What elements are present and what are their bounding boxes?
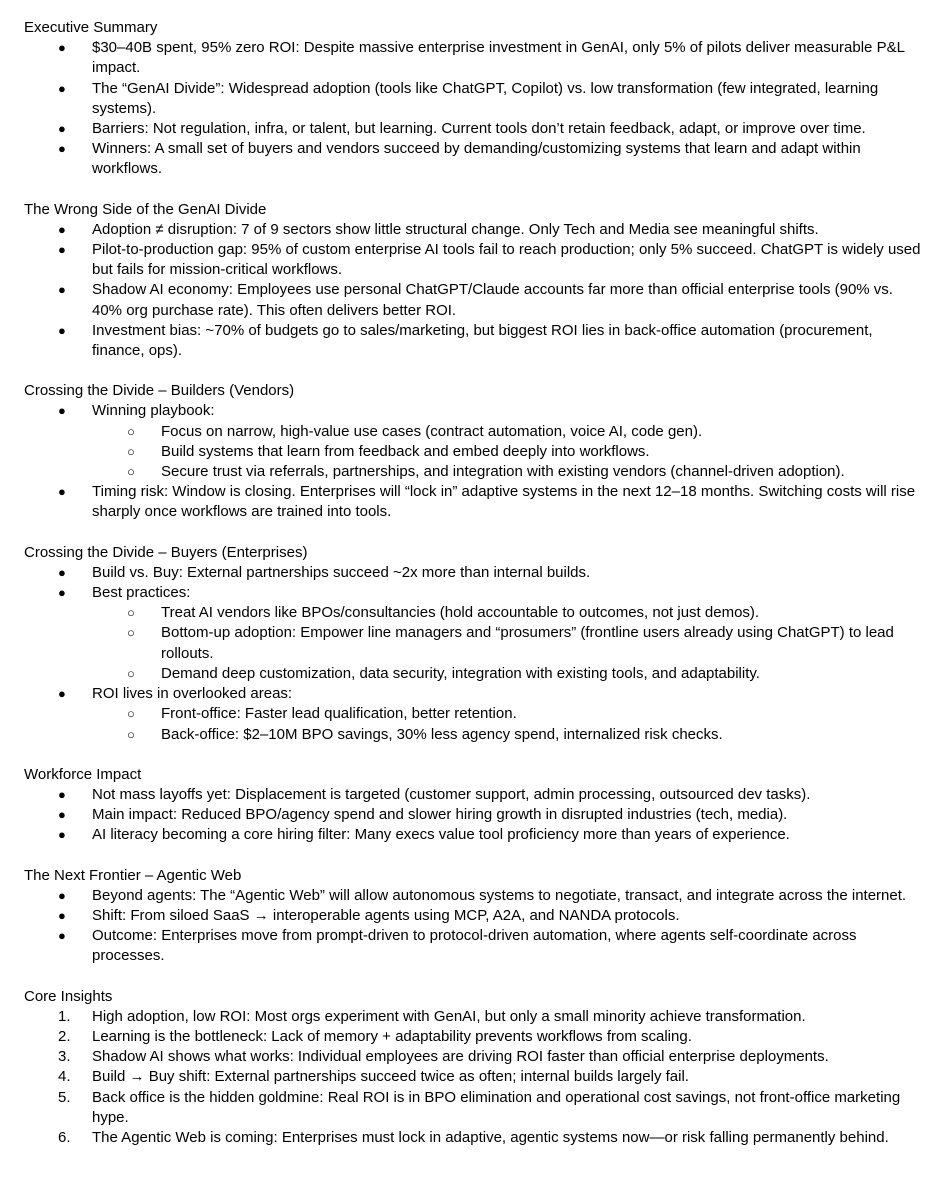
item-text: Beyond agents: The “Agentic Web” will allow autonomous systems to negotiate, transact, and integrate across the internet. [92, 886, 907, 904]
list-item [24, 321, 924, 361]
circle-bullet-icon: ○ [127, 706, 135, 722]
circle-bullet-icon: ○ [127, 423, 135, 439]
item-text: Investment bias: ~70% of budgets go to sales/marketing, but biggest ROI lies in back-office automation (procurement, finance, ops). [92, 321, 873, 360]
item-text: Learning is the bottleneck: Lack of memory + adaptability prevents workflows from scaling. [92, 1027, 692, 1045]
circle-bullet-icon: ○ [127, 726, 135, 742]
sub-item-text: Back-office: $2–10M BPO savings, 30% less agency spend, internalized risk checks. [161, 725, 723, 743]
numbered-item [24, 1128, 924, 1148]
section-heading: Crossing the Divide – Builders (Vendors) [24, 382, 295, 400]
bullet-icon: ● [58, 887, 66, 903]
section-heading: The Next Frontier – Agentic Web [24, 866, 242, 884]
sub-item-text: Bottom-up adoption: Empower line managers and “prosumers” (frontline users already using ChatGPT) to lead rollouts. [161, 624, 894, 662]
item-text: Shadow AI economy: Employees use personal ChatGPT/Claude accounts far more than official enterprise tools (90% vs. 40% org purchase rate). This often delivers better ROI. [92, 281, 893, 319]
sub-list-item [24, 422, 924, 442]
bullet-icon: ● [58, 907, 66, 923]
list-item [24, 684, 924, 745]
item-text: Adoption ≠ disruption: 7 of 9 sectors show little structural change. Only Tech and Media see meaningful shifts. [92, 220, 819, 238]
bullet-icon: ● [58, 403, 66, 419]
section [24, 381, 924, 522]
bullet-icon: ● [58, 564, 66, 580]
circle-bullet-icon: ○ [127, 443, 135, 459]
list-item [24, 886, 924, 906]
item-text: Shift: From siloed SaaS → interoperable agents using MCP, A2A, and NANDA protocols. [92, 906, 680, 924]
section-heading: Executive Summary [24, 19, 158, 36]
numbered-list [24, 1007, 924, 1148]
bullet-list [24, 563, 924, 745]
list-item [24, 240, 924, 280]
item-text: The Agentic Web is coming: Enterprises must lock in adaptive, agentic systems now—or risk falling permanently behind. [92, 1128, 889, 1146]
list-item [24, 280, 924, 320]
bullet-icon: ● [58, 141, 66, 157]
section-heading: Workforce Impact [24, 765, 142, 783]
sub-list-item [24, 664, 924, 684]
item-text: Shadow AI shows what works: Individual employees are driving ROI faster than official enterprise deployments. [92, 1048, 829, 1066]
list-item [24, 563, 924, 583]
circle-bullet-icon: ○ [127, 464, 135, 480]
item-number: 5. [58, 1088, 71, 1106]
section-heading: Core Insights [24, 987, 113, 1005]
bullet-list [24, 785, 924, 846]
bullet-list [24, 886, 924, 967]
item-number: 1. [58, 1007, 71, 1025]
bullet-icon: ● [58, 282, 66, 298]
numbered-item [24, 1047, 924, 1067]
list-item [24, 220, 924, 240]
list-item [24, 926, 924, 966]
section [24, 200, 924, 362]
list-item [24, 785, 924, 805]
sub-list [92, 704, 924, 744]
list-item [24, 38, 924, 78]
sub-list-item [24, 725, 924, 745]
circle-bullet-icon: ○ [127, 605, 135, 621]
item-text: Build vs. Buy: External partnerships succeed ~2x more than internal builds. [92, 563, 591, 581]
sub-item-text: Build systems that learn from feedback and embed deeply into workflows. [161, 442, 650, 460]
circle-bullet-icon: ○ [127, 665, 135, 681]
circle-bullet-icon: ○ [127, 625, 135, 641]
list-item [24, 906, 924, 926]
item-number: 6. [58, 1128, 71, 1146]
list-item [24, 825, 924, 845]
item-text: Build → Buy shift: External partnerships succeed twice as often; internal builds largely fail. [92, 1068, 689, 1086]
item-text: Back office is the hidden goldmine: Real ROI is in BPO elimination and operational cost savings, not front-office marketing hype. [92, 1088, 901, 1126]
bullet-icon: ● [58, 121, 66, 137]
list-item [24, 79, 924, 119]
bullet-icon: ● [58, 827, 66, 843]
numbered-item [24, 1007, 924, 1027]
sub-list [92, 422, 924, 483]
numbered-item [24, 1088, 924, 1128]
section [24, 543, 924, 745]
sub-list [92, 603, 924, 684]
item-text: Pilot-to-production gap: 95% of custom enterprise AI tools fail to reach production; only 5% succeed. ChatGPT is widely used but fails for mission-critical workflows. [92, 241, 921, 279]
bullet-icon: ● [58, 928, 66, 944]
item-text: Barriers: Not regulation, infra, or talent, but learning. Current tools don’t retain feedback, adapt, or improve over time. [92, 120, 866, 138]
section [24, 866, 924, 967]
bullet-icon: ● [58, 807, 66, 823]
item-text: AI literacy becoming a core hiring filter: Many execs value tool proficiency more than years of experience. [92, 826, 790, 844]
sub-list-item [24, 603, 924, 623]
item-text: ROI lives in overlooked areas: [92, 685, 293, 703]
bullet-list [24, 38, 924, 179]
item-text: Not mass layoffs yet: Displacement is targeted (customer support, admin processing, outsourced dev tasks). [92, 785, 811, 803]
sub-list-item [24, 442, 924, 462]
bullet-icon: ● [58, 80, 66, 96]
item-text: Winners: A small set of buyers and vendors succeed by demanding/customizing systems that learn and adapt within workflows. [92, 140, 861, 178]
section [24, 765, 924, 846]
bullet-list [24, 401, 924, 522]
sub-item-text: Secure trust via referrals, partnerships, and integration with existing vendors (channel-driven adoption). [161, 463, 845, 481]
bullet-icon: ● [58, 484, 66, 500]
numbered-item [24, 1067, 924, 1087]
item-number: 4. [58, 1068, 71, 1086]
list-item [24, 583, 924, 684]
bullet-icon: ● [58, 221, 66, 237]
bullet-icon: ● [58, 686, 66, 702]
sub-list-item [24, 623, 924, 663]
section [24, 18, 924, 180]
item-text: Main impact: Reduced BPO/agency spend and slower hiring growth in disrupted industries (tech, media). [92, 806, 788, 824]
sub-item-text: Treat AI vendors like BPOs/consultancies (hold accountable to outcomes, not just demos). [161, 604, 760, 622]
item-text: High adoption, low ROI: Most orgs experiment with GenAI, but only a small minority achieve transformation. [92, 1007, 806, 1025]
list-item [24, 482, 924, 522]
bullet-icon: ● [58, 786, 66, 802]
sub-list-item [24, 704, 924, 724]
item-text: Best practices: [92, 584, 191, 602]
bullet-icon: ● [58, 585, 66, 601]
item-text: Timing risk: Window is closing. Enterprises will “lock in” adaptive systems in the next 12–18 months. Switching costs will rise sharply once workflows are trained into tools. [92, 483, 916, 521]
bullet-icon: ● [58, 242, 66, 258]
sub-list-item [24, 462, 924, 482]
list-item [24, 139, 924, 179]
sub-item-text: Demand deep customization, data security, integration with existing tools, and adaptability. [161, 664, 760, 682]
item-text: The “GenAI Divide”: Widespread adoption (tools like ChatGPT, Copilot) vs. low transformation (few integrated, learning systems). [92, 79, 879, 117]
list-item [24, 805, 924, 825]
section [24, 987, 924, 1149]
item-text: Winning playbook: [92, 402, 215, 420]
list-item [24, 401, 924, 482]
bullet-icon: ● [58, 322, 66, 338]
section-heading: Crossing the Divide – Buyers (Enterprises) [24, 543, 308, 561]
sub-item-text: Front-office: Faster lead qualification, better retention. [161, 705, 517, 723]
item-number: 3. [58, 1048, 71, 1066]
item-number: 2. [58, 1027, 71, 1045]
list-item [24, 119, 924, 139]
item-text: Outcome: Enterprises move from prompt-driven to protocol-driven automation, where agents self-coordinate across processes. [92, 927, 857, 965]
item-text: $30–40B spent, 95% zero ROI: Despite massive enterprise investment in GenAI, only 5% of pilots deliver measurable P&L impact. [92, 39, 905, 77]
sub-item-text: Focus on narrow, high-value use cases (contract automation, voice AI, code gen). [161, 422, 703, 440]
numbered-item [24, 1027, 924, 1047]
bullet-icon: ● [58, 40, 66, 56]
section-heading: The Wrong Side of the GenAI Divide [24, 200, 267, 218]
bullet-list [24, 220, 924, 361]
